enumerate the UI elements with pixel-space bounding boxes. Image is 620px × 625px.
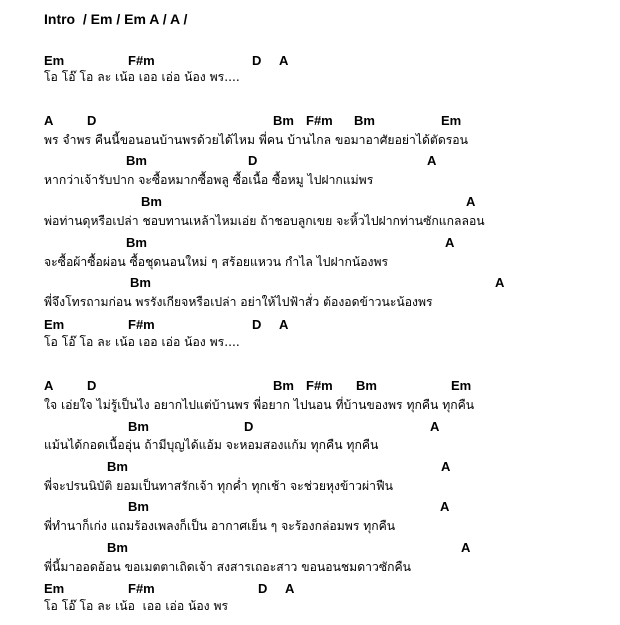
lyric-line: พี่นี้มาออดอ้อน ขอเมตตาเถิดเจ้า สงสารเถอะสาว ขอนอนชมดาวซักคืน	[44, 560, 411, 574]
lyric-line: หากว่าเจ้ารับปาก จะซื้อหมากซื้อพลู ซื้อเนื้อ ซื้อหมู ไปฝากแม่พร	[44, 173, 374, 187]
chord-d: D	[258, 581, 268, 596]
chord-em: Em	[441, 113, 462, 128]
lyric-line: พี่จะปรนนิบัติ ยอมเป็นทาสรักเจ้า ทุกค่ำ ทุกเช้า จะช่วยหุงข้าวผ่าฟืน	[44, 479, 393, 493]
lyric-line: จะซื้อผ้าซื้อผ่อน ซื้อชุดนอนใหม่ ๆ สร้อยแหวน กำไล ไปฝากน้องพร	[44, 255, 389, 269]
chord-fsharp-m: F#m	[128, 581, 155, 596]
chord-em: Em	[451, 378, 472, 393]
chord-bm: Bm	[273, 113, 294, 128]
chord-a: A	[44, 113, 54, 128]
chord-bm: Bm	[126, 235, 147, 250]
chord-em: Em	[44, 53, 65, 68]
chord-a: A	[279, 53, 289, 68]
chord-fsharp-m: F#m	[128, 53, 155, 68]
lyric-line: พ่อท่านดุหรือเปล่า ชอบทานเหล้าไหมเอ่ย ถ้าชอบลูกเขย จะหิ้วไปฝากท่านซักแกลลอน	[44, 214, 485, 228]
lyric-line: โอ โอ๊ โอ ละ เน้อ เออ เอ่อ น้อง พร	[44, 599, 229, 613]
chord-a: A	[445, 235, 455, 250]
chord-d: D	[244, 419, 254, 434]
chord-bm: Bm	[273, 378, 294, 393]
chord-bm: Bm	[128, 419, 149, 434]
chord-em: Em	[44, 581, 65, 596]
lyric-line: โอ โอ๊ โอ ละ เน้อ เออ เอ่อ น้อง พร....	[44, 335, 240, 349]
chord-bm: Bm	[141, 194, 162, 209]
lyric-line: พร จำพร คืนนี้ขอนอนบ้านพรด้วยได้ไหม พี่คน บ้านไกล ขอมาอาศัยอย่าได้ตัดรอน	[44, 133, 468, 147]
chord-em: Em	[44, 317, 65, 332]
chord-a: A	[441, 459, 451, 474]
chord-bm: Bm	[130, 275, 151, 290]
chord-a: A	[44, 378, 54, 393]
chord-d: D	[87, 113, 97, 128]
chord-a: A	[430, 419, 440, 434]
chord-bm: Bm	[126, 153, 147, 168]
chord-fsharp-m: F#m	[306, 378, 333, 393]
chord-a: A	[279, 317, 289, 332]
chord-d: D	[248, 153, 258, 168]
chord-a: A	[427, 153, 437, 168]
chord-d: D	[87, 378, 97, 393]
chord-bm: Bm	[128, 499, 149, 514]
chord-fsharp-m: F#m	[128, 317, 155, 332]
lyric-line: พี่จึงโทรถามก่อน พรรังเกียจหรือเปล่า อย่าให้ไปฟ้าสั่ว ต้องอดข้าวนะน้องพร	[44, 295, 433, 309]
chord-d: D	[252, 317, 262, 332]
chord-a: A	[440, 499, 450, 514]
lyric-line: พี่ทำนาก็เก่ง แถมร้องเพลงก็เป็น อากาศเย็น ๆ จะร้องกล่อมพร ทุกคืน	[44, 519, 396, 533]
chord-bm: Bm	[354, 113, 375, 128]
chord-a: A	[461, 540, 471, 555]
lyric-line: โอ โอ๊ โอ ละ เน้อ เออ เอ่อ น้อง พร....	[44, 70, 240, 84]
chord-a: A	[495, 275, 505, 290]
chord-bm: Bm	[356, 378, 377, 393]
intro-line: Intro / Em / Em A / A /	[44, 11, 188, 27]
chord-d: D	[252, 53, 262, 68]
chord-fsharp-m: F#m	[306, 113, 333, 128]
lyric-line: ใจ เอ่ยใจ ไม่รู้เป็นไง อยากไปแต่บ้านพร พี่อยาก ไปนอน ที่บ้านของพร ทุกคืน ทุกคืน	[44, 398, 475, 412]
chord-bm: Bm	[107, 540, 128, 555]
lyric-line: แม้นได้กอดเนื้ออุ่น ถ้ามีบุญได้แอ้ม จะหอมสองแก้ม ทุกคืน ทุกคืน	[44, 438, 379, 452]
chord-a: A	[466, 194, 476, 209]
chord-bm: Bm	[107, 459, 128, 474]
chord-a: A	[285, 581, 295, 596]
